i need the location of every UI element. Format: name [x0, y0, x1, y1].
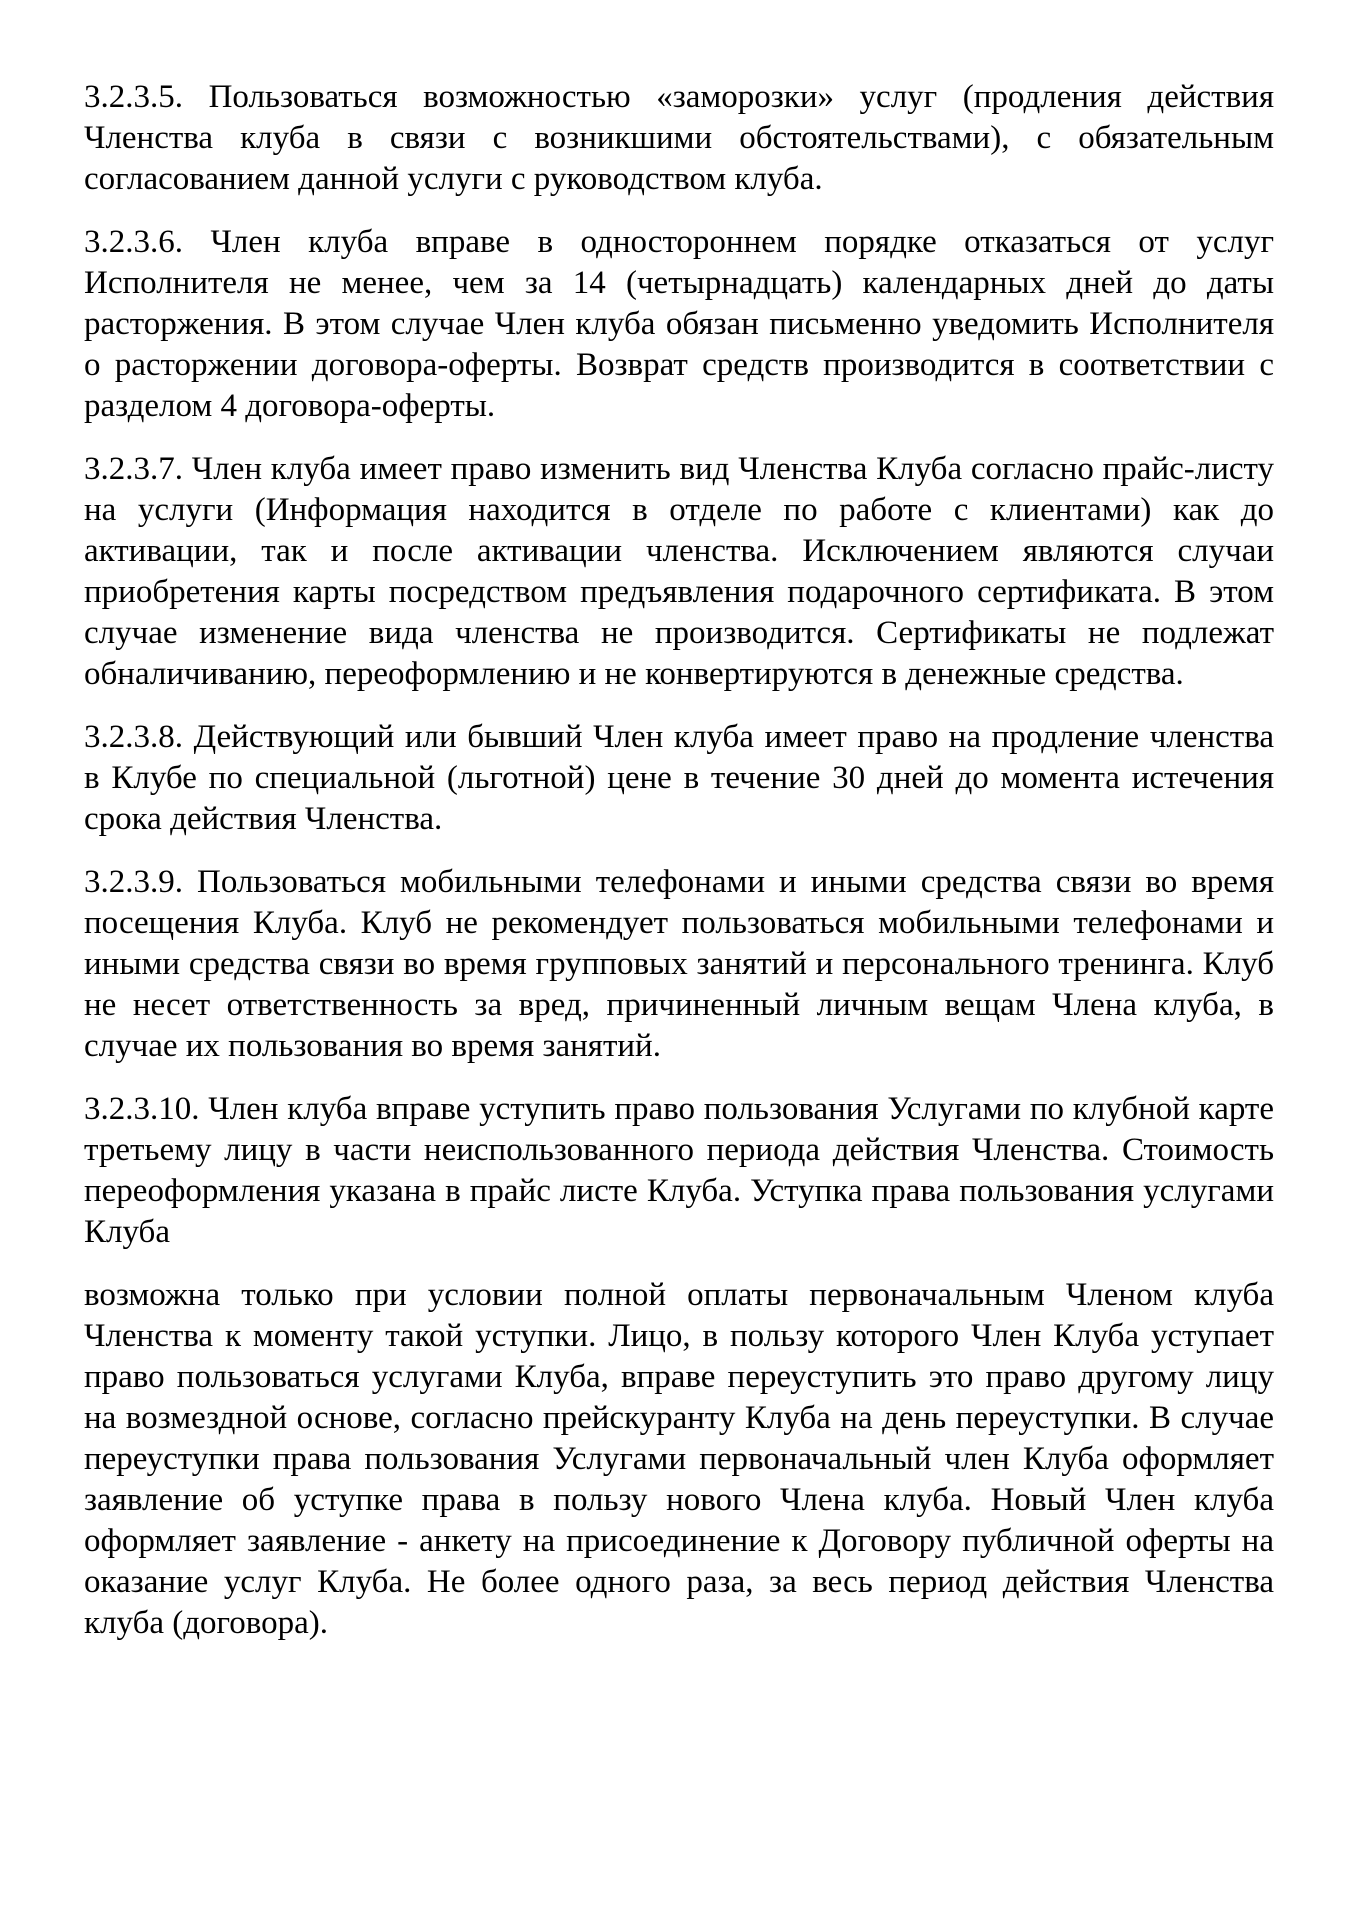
- paragraph-text: Член клуба имеет право изменить вид Членства Клуба согласно прайс-листу на услуги (Информация находится в отделе по работе с клиентами) как до активации, так и после активации членства. Исключением являются случаи приобретения карты посредством предъявления подарочного сертификата. В этом случае изменение вида членства не производится. Сертификаты не подлежат обналичиванию, переоформлению и не конвертируются в денежные средства.: [84, 451, 1274, 692]
- paragraph-3-2-3-7: [84, 449, 1274, 695]
- paragraph-3-2-3-8: [84, 717, 1274, 840]
- paragraph-text: Член клуба вправе в одностороннем порядке отказаться от услуг Исполнителя не менее, чем за 14 (четырнадцать) календарных дней до даты расторжения. В этом случае Член клуба обязан письменно уведомить Исполнителя о расторжении договора-оферты. Возврат средств производится в соответствии с разделом 4 договора-оферты.: [84, 224, 1274, 424]
- paragraph-text: Член клуба вправе уступить право пользования Услугами по клубной карте третьему лицу в части неиспользованного периода действия Членства. Стоимость переоформления указана в прайс листе Клуба. Уступка права пользования услугами Клуба: [84, 1091, 1274, 1250]
- paragraph-number: 3.2.3.5.: [84, 79, 183, 115]
- document-page: [84, 77, 1274, 1666]
- paragraph-continuation: [84, 1275, 1274, 1644]
- paragraph-number: 3.2.3.10.: [84, 1091, 200, 1127]
- paragraph-text: возможна только при условии полной оплаты первоначальным Членом клуба Членства к моменту такой уступки. Лицо, в пользу которого Член Клуба уступает право пользоваться услугами Клуба, вправе переуступить это право другому лицу на возмездной основе, согласно прейскуранту Клуба на день переуступки. В случае переуступки права пользования Услугами первоначальный член Клуба оформляет заявление об уступке права в пользу нового Члена клуба. Новый Член клуба оформляет заявление - анкету на присоединение к Договору публичной оферты на оказание услуг Клуба. Не более одного раза, за весь период действия Членства клуба (договора).: [84, 1277, 1274, 1641]
- paragraph-number: 3.2.3.6.: [84, 224, 183, 260]
- paragraph-3-2-3-10: [84, 1089, 1274, 1253]
- paragraph-text: Пользоваться возможностью «заморозки» услуг (продления действия Членства клуба в связи с возникшими обстоятельствами), с обязательным согласованием данной услуги с руководством клуба.: [84, 79, 1274, 197]
- paragraph-3-2-3-9: [84, 862, 1274, 1067]
- paragraph-number: 3.2.3.7.: [84, 451, 183, 487]
- paragraph-text: Пользоваться мобильными телефонами и иными средства связи во время посещения Клуба. Клуб не рекомендует пользоваться мобильными телефонами и иными средства связи во время групповых занятий и персонального тренинга. Клуб не несет ответственность за вред, причиненный личным вещам Члена клуба, в случае их пользования во время занятий.: [84, 864, 1275, 1064]
- paragraph-number: 3.2.3.9.: [84, 864, 183, 900]
- paragraph-number: 3.2.3.8.: [84, 719, 183, 755]
- paragraph-text: Действующий или бывший Член клуба имеет право на продление членства в Клубе по специальной (льготной) цене в течение 30 дней до момента истечения срока действия Членства.: [84, 719, 1274, 837]
- paragraph-3-2-3-6: [84, 222, 1274, 427]
- paragraph-3-2-3-5: [84, 77, 1274, 200]
